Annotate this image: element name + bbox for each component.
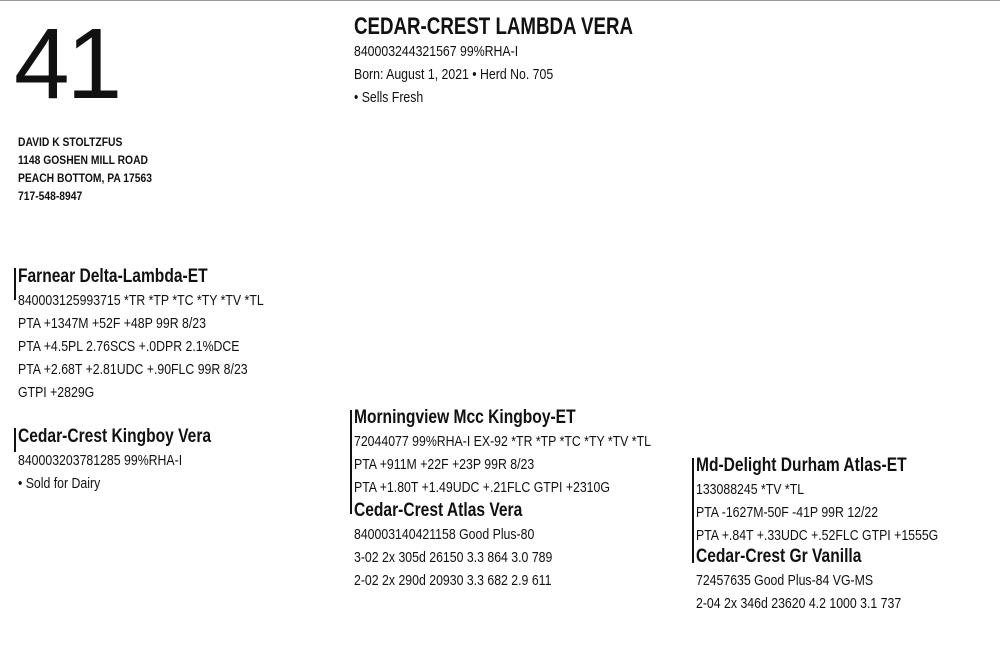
great-granddam-line: 72457635 Good Plus-84 VG-MS — [696, 572, 874, 589]
maternal-bracket — [350, 410, 352, 514]
great-granddam-line: 2-04 2x 346d 23620 4.2 1000 3.1 737 — [696, 595, 902, 612]
seller-phone: 717-548-8947 — [18, 189, 83, 203]
maternal-grandsire-line: PTA +911M +22F +23P 99R 8/23 — [354, 456, 535, 473]
great-granddam-name: Cedar-Crest Gr Vanilla — [696, 546, 862, 567]
great-granddam-block — [696, 545, 901, 615]
great-grandsire-block — [696, 454, 938, 547]
animal-born: Born: August 1, 2021 • Herd No. 705 — [354, 66, 554, 83]
great-grandsire-line: PTA -1627M-50F -41P 99R 12/22 — [696, 504, 879, 521]
sire-line: PTA +4.5PL 2.76SCS +.0DPR 2.1%DCE — [18, 338, 240, 355]
great-grandsire-line: 133088245 *TV *TL — [696, 481, 805, 498]
maternal-granddam-line: 2-02 2x 290d 20930 3.3 682 2.9 611 — [354, 572, 552, 589]
sire-name: Farnear Delta-Lambda-ET — [18, 266, 208, 287]
sire-line: 840003125993715 *TR *TP *TC *TY *TV *TL — [18, 292, 264, 309]
animal-id: 840003244321567 99%RHA-I — [354, 43, 519, 60]
top-rule — [0, 0, 1000, 1]
seller-name: DAVID K STOLTZFUS — [18, 135, 123, 149]
maternal-granddam-name: Cedar-Crest Atlas Vera — [354, 500, 523, 521]
maternal-grandsire-line: 72044077 99%RHA-I EX-92 *TR *TP *TC *TY *TV *TL — [354, 433, 651, 450]
sire-line: GTPI +2829G — [18, 384, 95, 401]
sire-bracket — [14, 268, 16, 300]
dam-block — [18, 425, 211, 495]
maternal-granddam-line: 840003140421158 Good Plus-80 — [354, 526, 535, 543]
dam-line: 840003203781285 99%RHA-I — [18, 452, 183, 469]
animal-details — [354, 40, 553, 109]
maternal-granddam-block — [354, 499, 552, 592]
seller-street: 1148 GOSHEN MILL ROAD — [18, 153, 148, 167]
great-grandsire-line: PTA +.84T +.33UDC +.52FLC GTPI +1555G — [696, 527, 939, 544]
dam-bracket — [14, 428, 16, 452]
seller-city: PEACH BOTTOM, PA 17563 — [18, 171, 153, 185]
dam-line: • Sold for Dairy — [18, 475, 101, 492]
lot-number: 41 — [14, 8, 120, 120]
animal-note: • Sells Fresh — [354, 89, 424, 106]
maternal-granddam-line: 3-02 2x 305d 26150 3.3 864 3.0 789 — [354, 549, 553, 566]
sire-block — [18, 265, 264, 404]
sire-line: PTA +2.68T +2.81UDC +.90FLC 99R 8/23 — [18, 361, 248, 378]
maternal-grandsire-name: Morningview Mcc Kingboy-ET — [354, 407, 576, 428]
dam-name: Cedar-Crest Kingboy Vera — [18, 426, 212, 447]
maternal-grandsire-block — [354, 406, 651, 499]
great-grand-bracket — [692, 458, 694, 563]
great-grandsire-name: Md-Delight Durham Atlas-ET — [696, 455, 907, 476]
animal-name: CEDAR-CREST LAMBDA VERA — [354, 13, 634, 40]
maternal-grandsire-line: PTA +1.80T +1.49UDC +.21FLC GTPI +2310G — [354, 479, 610, 496]
sire-line: PTA +1347M +52F +48P 99R 8/23 — [18, 315, 206, 332]
seller-info — [18, 133, 152, 205]
